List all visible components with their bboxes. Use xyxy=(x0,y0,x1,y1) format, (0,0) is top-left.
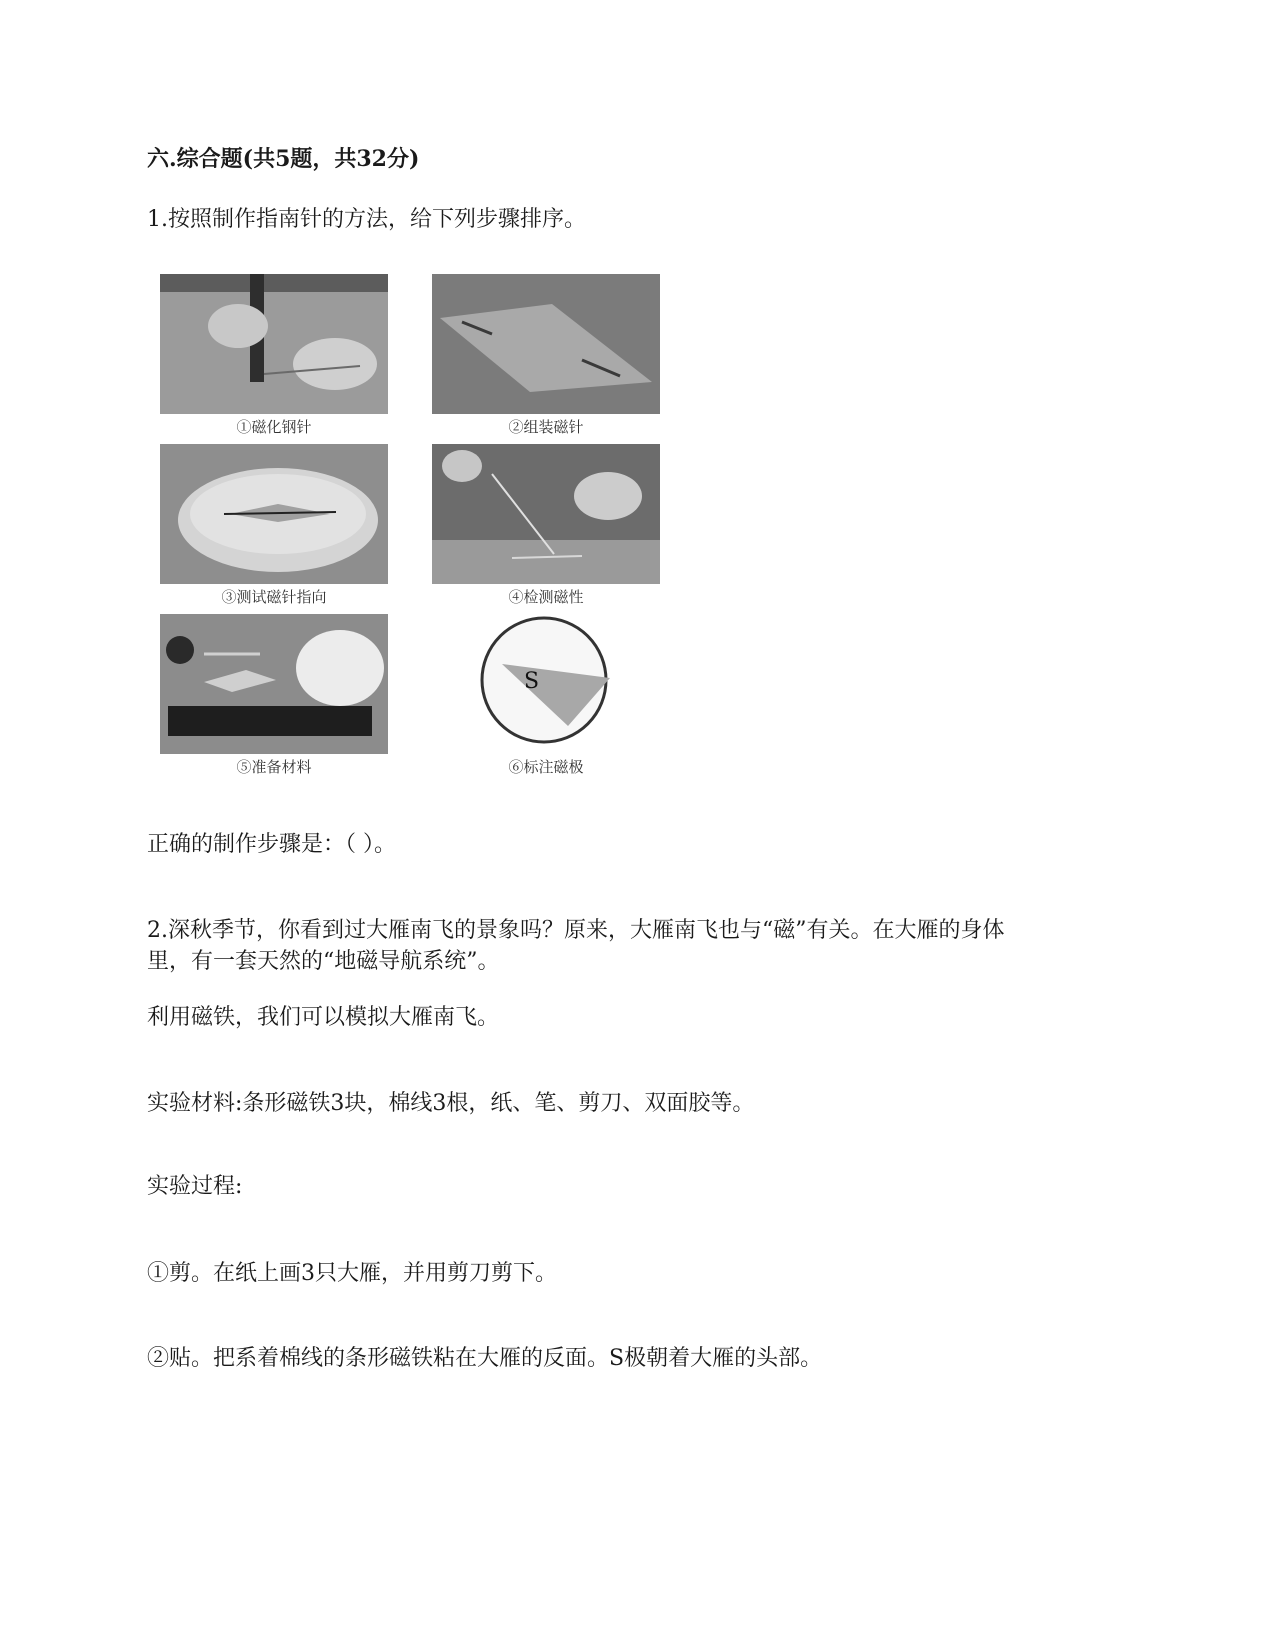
question-1-prompt: 1.按照制作指南针的方法，给下列步骤排序。 xyxy=(147,207,586,232)
check-magnetism-image xyxy=(432,444,660,584)
question-2-intro-line-1: 2.深秋季节，你看到过大雁南飞的景象吗？原来，大雁南飞也与“磁”有关。在大雁的身体 xyxy=(147,918,1005,943)
step-caption-1: ①磁化钢针 xyxy=(236,418,312,436)
question-2-intro-line-2: 里，有一套天然的“地磁导航系统”。 xyxy=(147,949,500,974)
prepare-materials-image xyxy=(160,614,388,754)
step-1-text: ①剪。在纸上画3只大雁，并用剪刀剪下。 xyxy=(147,1261,557,1286)
answer-line: 正确的制作步骤是：（ ）。 xyxy=(147,832,396,857)
step-caption-5: ⑤准备材料 xyxy=(236,758,312,776)
magnetize-needle-image xyxy=(160,274,388,414)
step-caption-4: ④检测磁性 xyxy=(508,588,584,606)
s-pole-label: S xyxy=(524,669,540,694)
materials-text: 实验材料:条形磁铁3块，棉线3根，纸、笔、剪刀、双面胶等。 xyxy=(147,1091,755,1116)
step-caption-3: ③测试磁针指向 xyxy=(221,588,327,606)
step-caption-2: ②组装磁针 xyxy=(508,418,584,436)
step-caption-6: ⑥标注磁极 xyxy=(508,758,584,776)
simulate-text: 利用磁铁，我们可以模拟大雁南飞。 xyxy=(147,1005,500,1030)
compass-steps-figure xyxy=(160,274,660,804)
process-label: 实验过程: xyxy=(147,1174,243,1199)
test-direction-image xyxy=(160,444,388,584)
mark-poles-image xyxy=(432,614,660,754)
step-2-text: ②贴。把系着棉线的条形磁铁粘在大雁的反面。S极朝着大雁的头部。 xyxy=(147,1346,823,1371)
assemble-needle-image xyxy=(432,274,660,414)
section-title: 六.综合题(共5题，共32分) xyxy=(147,146,420,172)
